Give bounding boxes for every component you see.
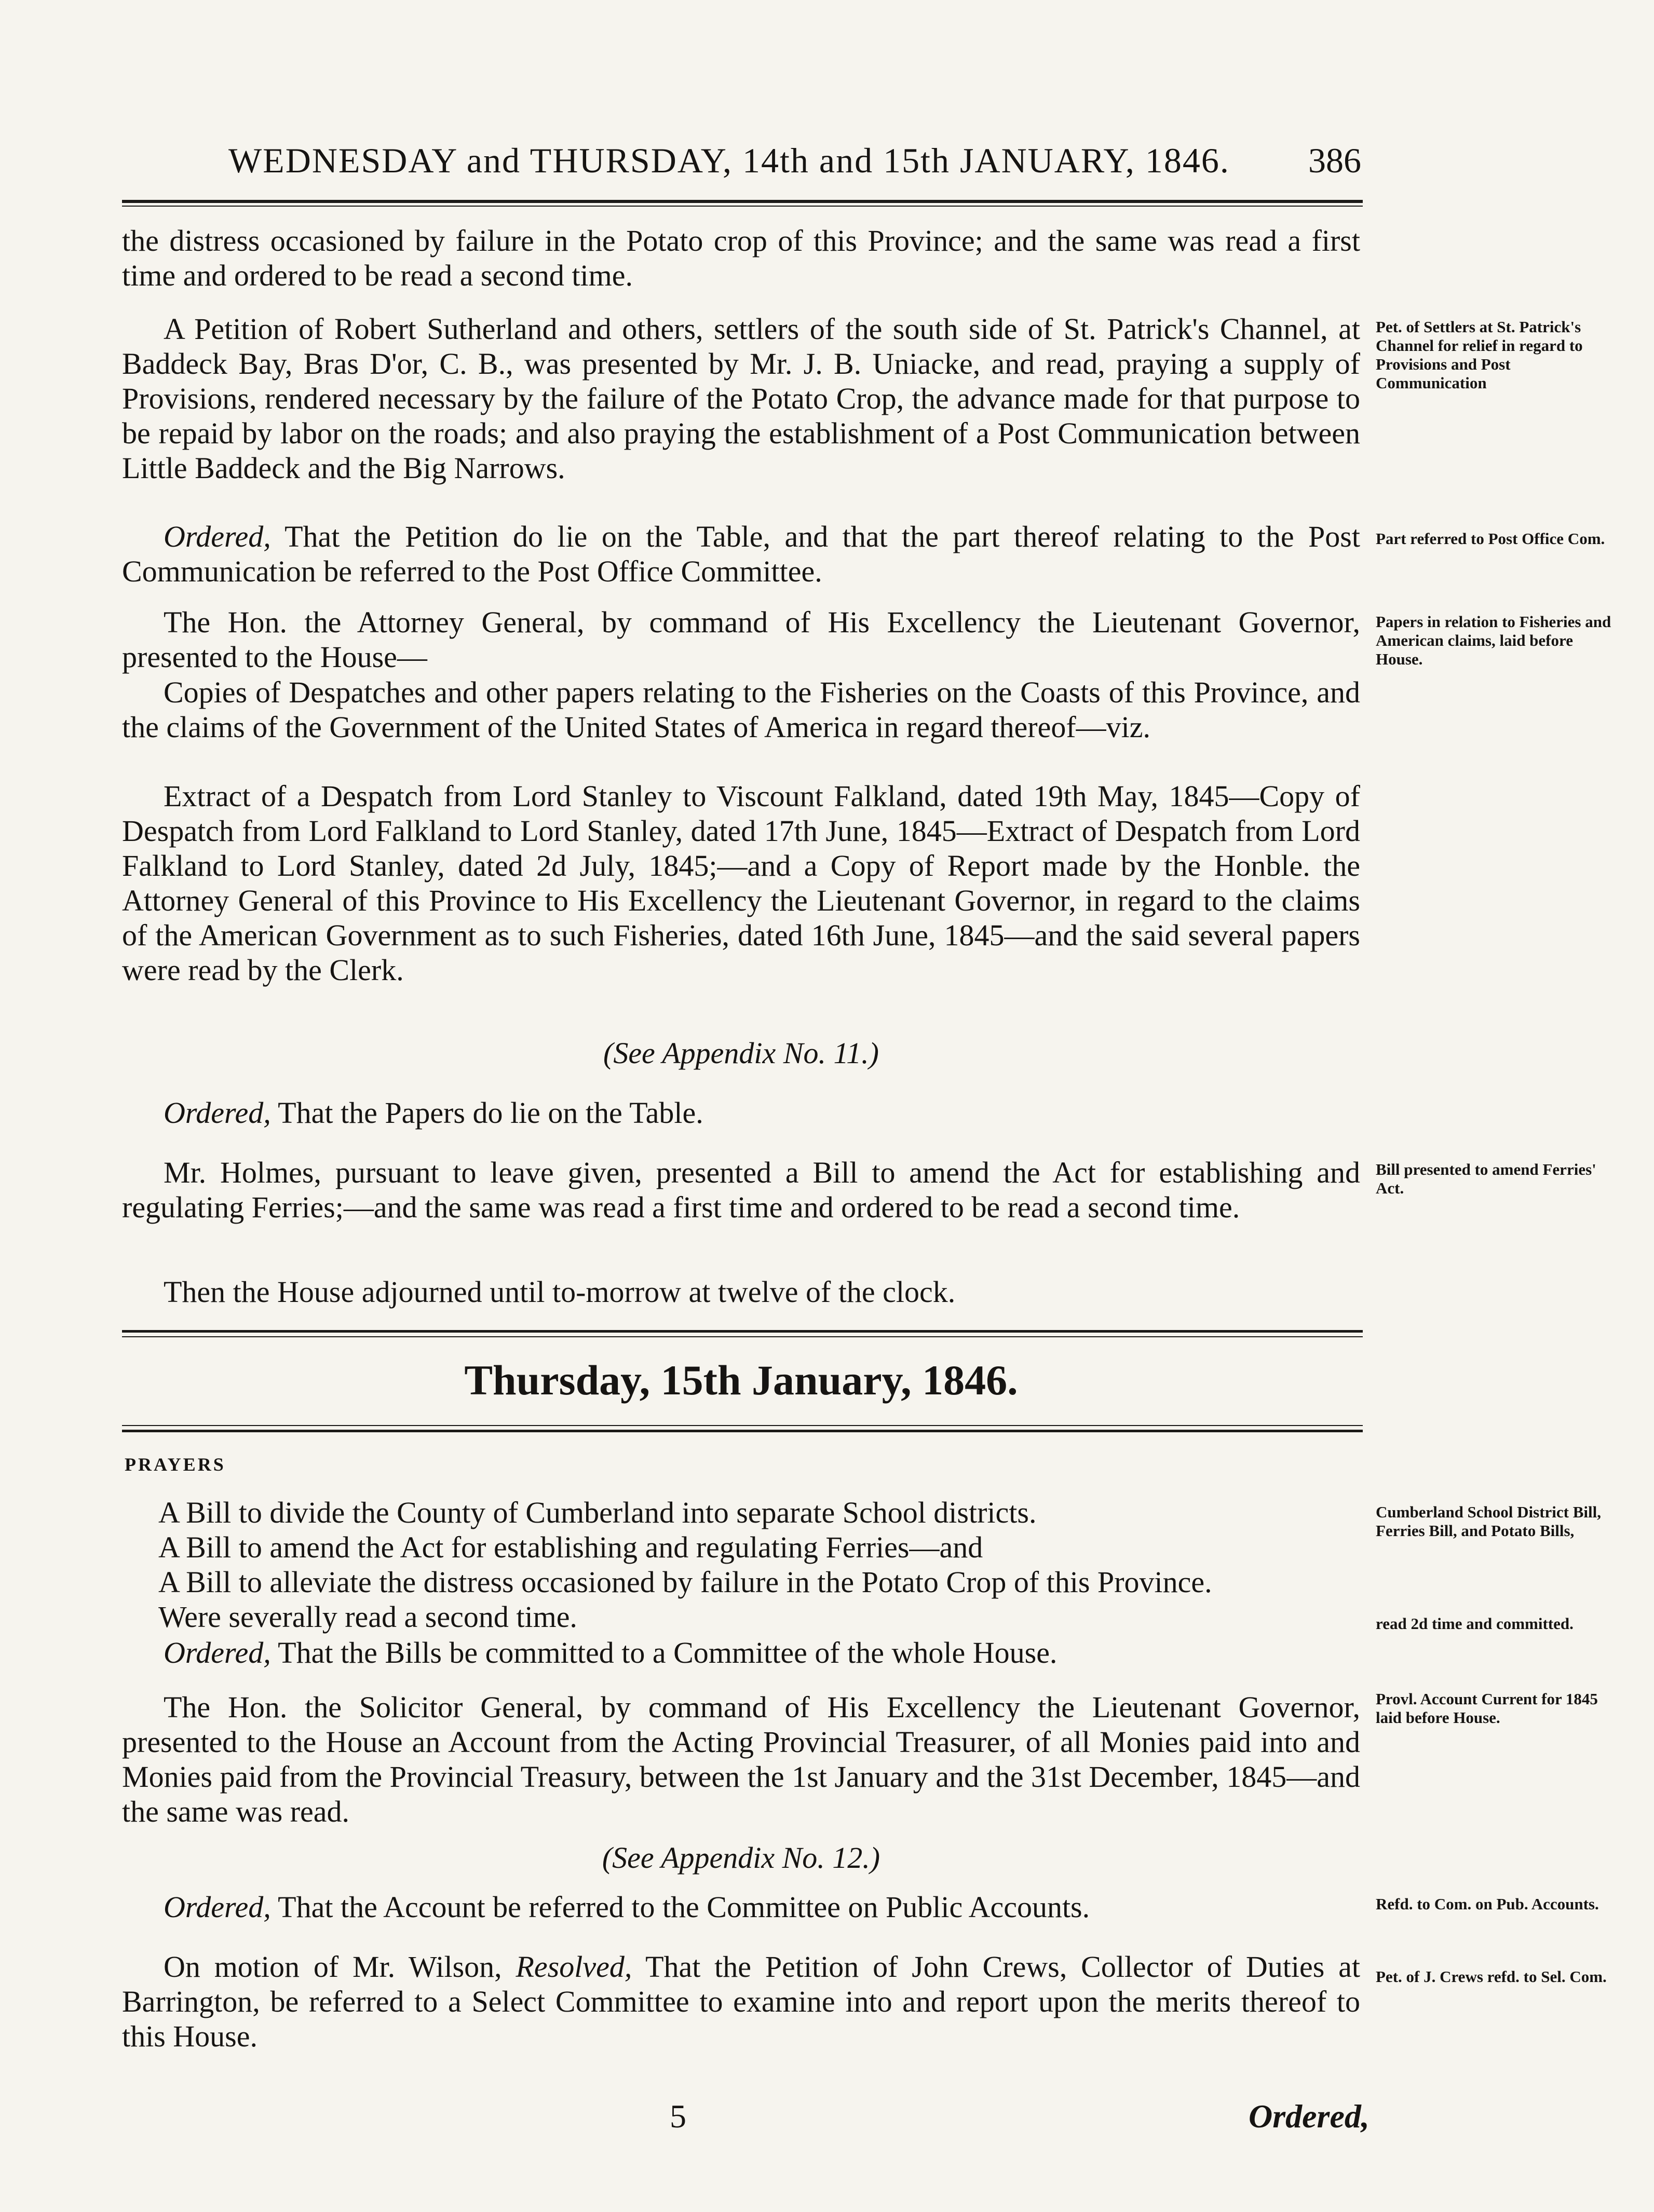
- section-rule-thin: [122, 1336, 1363, 1337]
- paragraph-sutherland-petition: A Petition of Robert Sutherland and others, settlers of the south side of St. Patrick's Channel, at Baddeck Bay, Bras D'or, C. B., was presented by Mr. J. B. Uniacke, and read, praying a supply of Provisions, rendered necessary by the failure of the Potato Crop, the advance made for that purpose to be repaid by labor on the roads; and also praying the establishment of a Post Communication between Little Baddeck and the Big Narrows.: [122, 312, 1360, 485]
- paragraph-potato-bill-end: the distress occasioned by failure in the Potato crop of this Province; and the same was read a first time and ordered to be read a second time.: [122, 224, 1360, 292]
- margin-note-public-accounts: Refd. to Com. on Pub. Accounts.: [1376, 1895, 1599, 1913]
- ordered-label: Ordered,: [164, 1096, 271, 1130]
- prayers-heading: PRAYERS: [125, 1454, 226, 1475]
- margin-note-settlers-petition: Pet. of Settlers at St. Patrick's Channel for relief in regard to Provisions and Post Communication: [1376, 318, 1583, 392]
- ordered-label: Ordered,: [164, 1890, 271, 1924]
- day-title-rule-thick: [122, 1430, 1363, 1432]
- petition-order-text: That the Petition do lie on the Table, and that the part thereof relating to the Post Communication be referred to the Post Office Committee.: [122, 520, 1360, 588]
- margin-note-read-committed: read 2d time and committed.: [1376, 1614, 1574, 1633]
- header-rule: [122, 200, 1363, 203]
- ordered-label: Ordered,: [164, 1636, 271, 1670]
- crews-motion-intro: On motion of Mr. Wilson,: [164, 1950, 516, 1984]
- papers-order-text: That the Papers do lie on the Table.: [270, 1096, 703, 1130]
- day-title-rule: [122, 1425, 1363, 1426]
- paragraph-papers-order: [122, 1095, 1360, 1130]
- margin-note-crews-petition: Pet. of J. Crews refd. to Sel. Com.: [1376, 1967, 1607, 1986]
- paragraph-bills-committed: [122, 1635, 1360, 1670]
- catchword: Ordered,: [1249, 2098, 1370, 2135]
- bills-committed-text: That the Bills be committed to a Committee of the whole House.: [270, 1636, 1058, 1670]
- page-number: 386: [1308, 141, 1361, 180]
- appendix-reference-12: [122, 1840, 1360, 1875]
- header-rule-thin: [122, 206, 1363, 207]
- paragraph-despatch-copies: Copies of Despatches and other papers relating to the Fisheries on the Coasts of this Province, and the claims of the Government of the United States of America in regard thereof—viz.: [122, 675, 1360, 744]
- appendix-12-text: (See Appendix No. 12.): [602, 1841, 880, 1875]
- paragraph-adjournment: Then the House adjourned until to-morrow at twelve of the clock.: [164, 1275, 956, 1309]
- crews-petition-text: That the Petition of John Crews, Collector of Duties at Barrington, be referred to a Select Committee to examine into and report upon the merits thereof to this House.: [122, 1950, 1360, 2053]
- margin-note-fisheries-papers: Papers in relation to Fisheries and American claims, laid before House.: [1376, 613, 1611, 668]
- resolved-label: Resolved,: [516, 1950, 632, 1984]
- appendix-reference-11: [122, 1036, 1360, 1070]
- paragraph-petition-order: [122, 519, 1360, 589]
- ordered-label: Ordered,: [164, 520, 271, 553]
- section-rule: [122, 1330, 1363, 1333]
- margin-note-account-current: Provl. Account Current for 1845 laid before House.: [1376, 1690, 1598, 1727]
- paragraph-accounts-referred: [122, 1890, 1360, 1924]
- bills-read-statement: Were severally read a second time.: [158, 1600, 577, 1634]
- paragraph-attorney-general: The Hon. the Attorney General, by command of His Excellency the Lieutenant Governor, presented to the House—: [122, 605, 1360, 674]
- appendix-11-text: (See Appendix No. 11.): [603, 1036, 879, 1070]
- margin-note-bills: Cumberland School District Bill, Ferries Bill, and Potato Bills,: [1376, 1503, 1602, 1540]
- bill-ferries: A Bill to amend the Act for establishing and regulating Ferries—and: [158, 1530, 983, 1564]
- accounts-referred-text: That the Account be referred to the Committee on Public Accounts.: [270, 1890, 1090, 1924]
- margin-note-ferries-bill: Bill presented to amend Ferries' Act.: [1376, 1160, 1596, 1197]
- day-title: Thursday, 15th January, 1846.: [464, 1356, 1018, 1404]
- bill-potato: A Bill to alleviate the distress occasioned by failure in the Potato Crop of this Province.: [158, 1565, 1212, 1599]
- margin-note-post-office: Part referred to Post Office Com.: [1376, 530, 1605, 548]
- paragraph-crews-petition: [122, 1949, 1360, 2054]
- bill-cumberland: A Bill to divide the County of Cumberland into separate School districts.: [158, 1496, 1037, 1529]
- bills-second-reading: [122, 1495, 1360, 1634]
- signature-mark: 5: [670, 2098, 686, 2135]
- paragraph-despatch-list: Extract of a Despatch from Lord Stanley to Viscount Falkland, dated 19th May, 1845—Copy of Despatch from Lord Falkland to Lord Stanley, dated 17th June, 1845—Extract of Despatch from Lord Falkland to Lord Stanley, dated 2d July, 1845;—and a Copy of Report made by the Honble. the Attorney General of this Province to His Excellency the Lieutenant Governor, in regard to the claims of the American Government as to such Fisheries, dated 16th June, 1845—and the said several papers were read by the Clerk.: [122, 779, 1360, 987]
- running-header: WEDNESDAY and THURSDAY, 14th and 15th JANUARY, 1846.: [228, 141, 1230, 180]
- paragraph-solicitor-general: The Hon. the Solicitor General, by command of His Excellency the Lieutenant Governor, presented to the House an Account from the Acting Provincial Treasurer, of all Monies paid into and Monies paid from the Provincial Treasury, between the 1st January and the 31st December, 1845—and the same was read.: [122, 1690, 1360, 1828]
- paragraph-ferries-bill: Mr. Holmes, pursuant to leave given, presented a Bill to amend the Act for establishing and regulating Ferries;—and the same was read a first time and ordered to be read a second time.: [122, 1156, 1360, 1224]
